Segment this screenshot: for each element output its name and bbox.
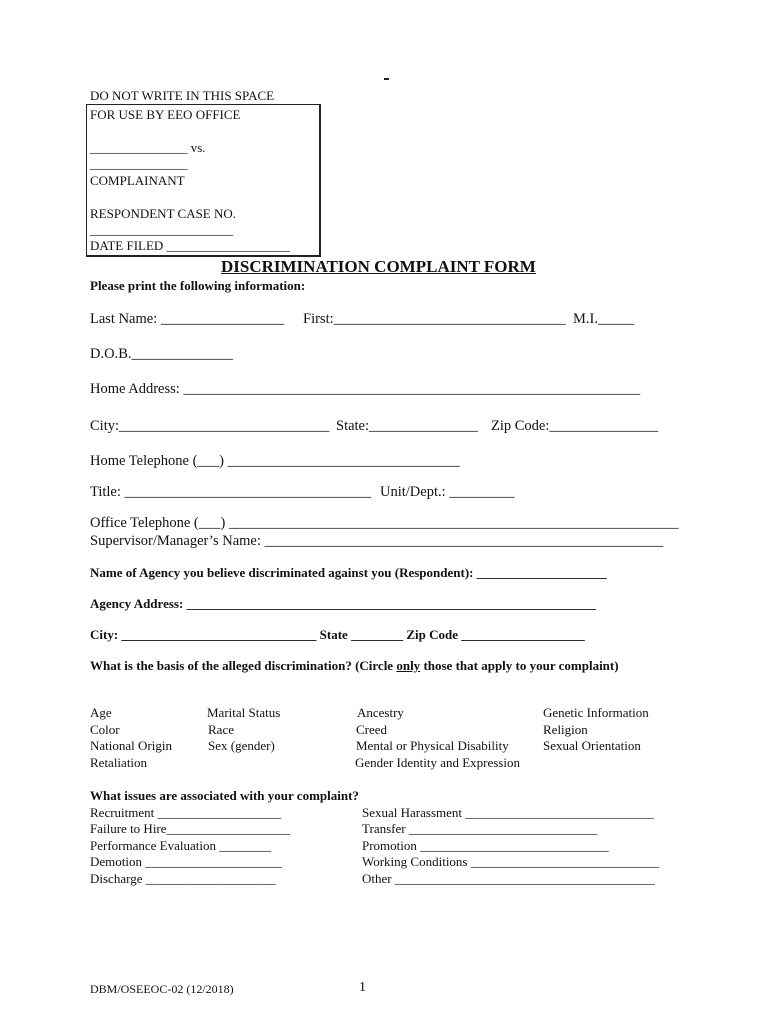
basis-option[interactable]: Sexual Orientation: [543, 738, 641, 753]
state-field[interactable]: State:_______________: [336, 418, 478, 434]
eeo-box-line: COMPLAINANT: [90, 173, 185, 188]
basis-option[interactable]: Color: [90, 722, 120, 737]
basis-option[interactable]: Creed: [356, 722, 388, 737]
middle-initial-field[interactable]: M.I._____: [573, 311, 635, 327]
form-title: DISCRIMINATION COMPLAINT FORM: [221, 257, 536, 276]
agency-name-field[interactable]: Name of Agency you believe discriminated against you (Respondent): ____________________: [90, 565, 607, 580]
dob-field[interactable]: D.O.B.______________: [90, 346, 233, 362]
eeo-box-line: ______________________: [90, 222, 233, 237]
agency-city-state-zip-field[interactable]: City: ______________________________ State ________ Zip Code ___________________: [90, 627, 585, 642]
basis-option[interactable]: Gender Identity and Expression: [355, 755, 520, 770]
home-telephone-field[interactable]: Home Telephone (___) ________________________________: [90, 453, 460, 469]
stray-mark: [384, 78, 389, 80]
issue-field[interactable]: Recruitment ___________________: [90, 805, 282, 820]
basis-option[interactable]: Genetic Information: [543, 705, 649, 720]
basis-option[interactable]: National Origin: [90, 738, 172, 753]
last-name-field[interactable]: Last Name: _________________: [90, 311, 285, 327]
issue-field[interactable]: Failure to Hire___________________: [90, 821, 291, 836]
issue-field[interactable]: Sexual Harassment _____________________________: [362, 805, 654, 820]
basis-question-pre: What is the basis of the alleged discrimination? (Circle: [90, 658, 397, 673]
issue-field[interactable]: Other ________________________________________: [362, 871, 655, 886]
zip-code-field[interactable]: Zip Code:_______________: [491, 418, 659, 434]
office-telephone-field[interactable]: Office Telephone (___) ______________________________________________________________: [90, 515, 679, 531]
issue-field[interactable]: Working Conditions _____________________________: [362, 854, 660, 869]
instruction-text: Please print the following information:: [90, 278, 306, 293]
basis-option[interactable]: Religion: [543, 722, 588, 737]
basis-option[interactable]: Ancestry: [357, 705, 404, 720]
basis-option[interactable]: Retaliation: [90, 755, 148, 770]
basis-option[interactable]: Race: [208, 722, 234, 737]
issue-field[interactable]: Performance Evaluation ________: [90, 838, 272, 853]
issue-field[interactable]: Discharge ____________________: [90, 871, 276, 886]
basis-question-only: only: [396, 658, 421, 673]
eeo-box-line: FOR USE BY EEO OFFICE: [90, 107, 241, 122]
agency-address-field[interactable]: Agency Address: _______________________________________________________________: [90, 596, 597, 611]
supervisor-name-field[interactable]: Supervisor/Manager’s Name: _______________________________________________________: [90, 533, 664, 549]
eeo-box-line: _______________: [90, 156, 188, 171]
issues-question: What issues are associated with your complaint?: [90, 788, 359, 803]
basis-option[interactable]: Marital Status: [207, 705, 281, 720]
unit-dept-field[interactable]: Unit/Dept.: _________: [380, 484, 515, 500]
city-field[interactable]: City:_____________________________: [90, 418, 330, 434]
eeo-box-header: DO NOT WRITE IN THIS SPACE: [90, 88, 275, 103]
issue-field[interactable]: Transfer _____________________________: [362, 821, 598, 836]
issue-field[interactable]: Promotion _____________________________: [362, 838, 609, 853]
form-id: DBM/OSEEOC-02 (12/2018): [90, 982, 234, 996]
basis-option[interactable]: Sex (gender): [208, 738, 275, 753]
basis-question: [90, 658, 619, 674]
eeo-box-line: RESPONDENT CASE NO.: [90, 206, 237, 221]
title-field[interactable]: Title: __________________________________: [90, 484, 372, 500]
home-address-field[interactable]: Home Address: _______________________________________________________________: [90, 381, 641, 397]
first-name-field[interactable]: First:________________________________: [303, 311, 566, 327]
issue-field[interactable]: Demotion _____________________: [90, 854, 282, 869]
basis-option[interactable]: Age: [90, 705, 112, 720]
basis-question-post: those that apply to your complaint): [420, 658, 619, 673]
eeo-box-line: _______________ vs.: [90, 140, 206, 155]
basis-option[interactable]: Mental or Physical Disability: [356, 738, 509, 753]
page-number: 1: [359, 980, 366, 995]
eeo-box-line: DATE FILED ___________________: [90, 238, 291, 253]
